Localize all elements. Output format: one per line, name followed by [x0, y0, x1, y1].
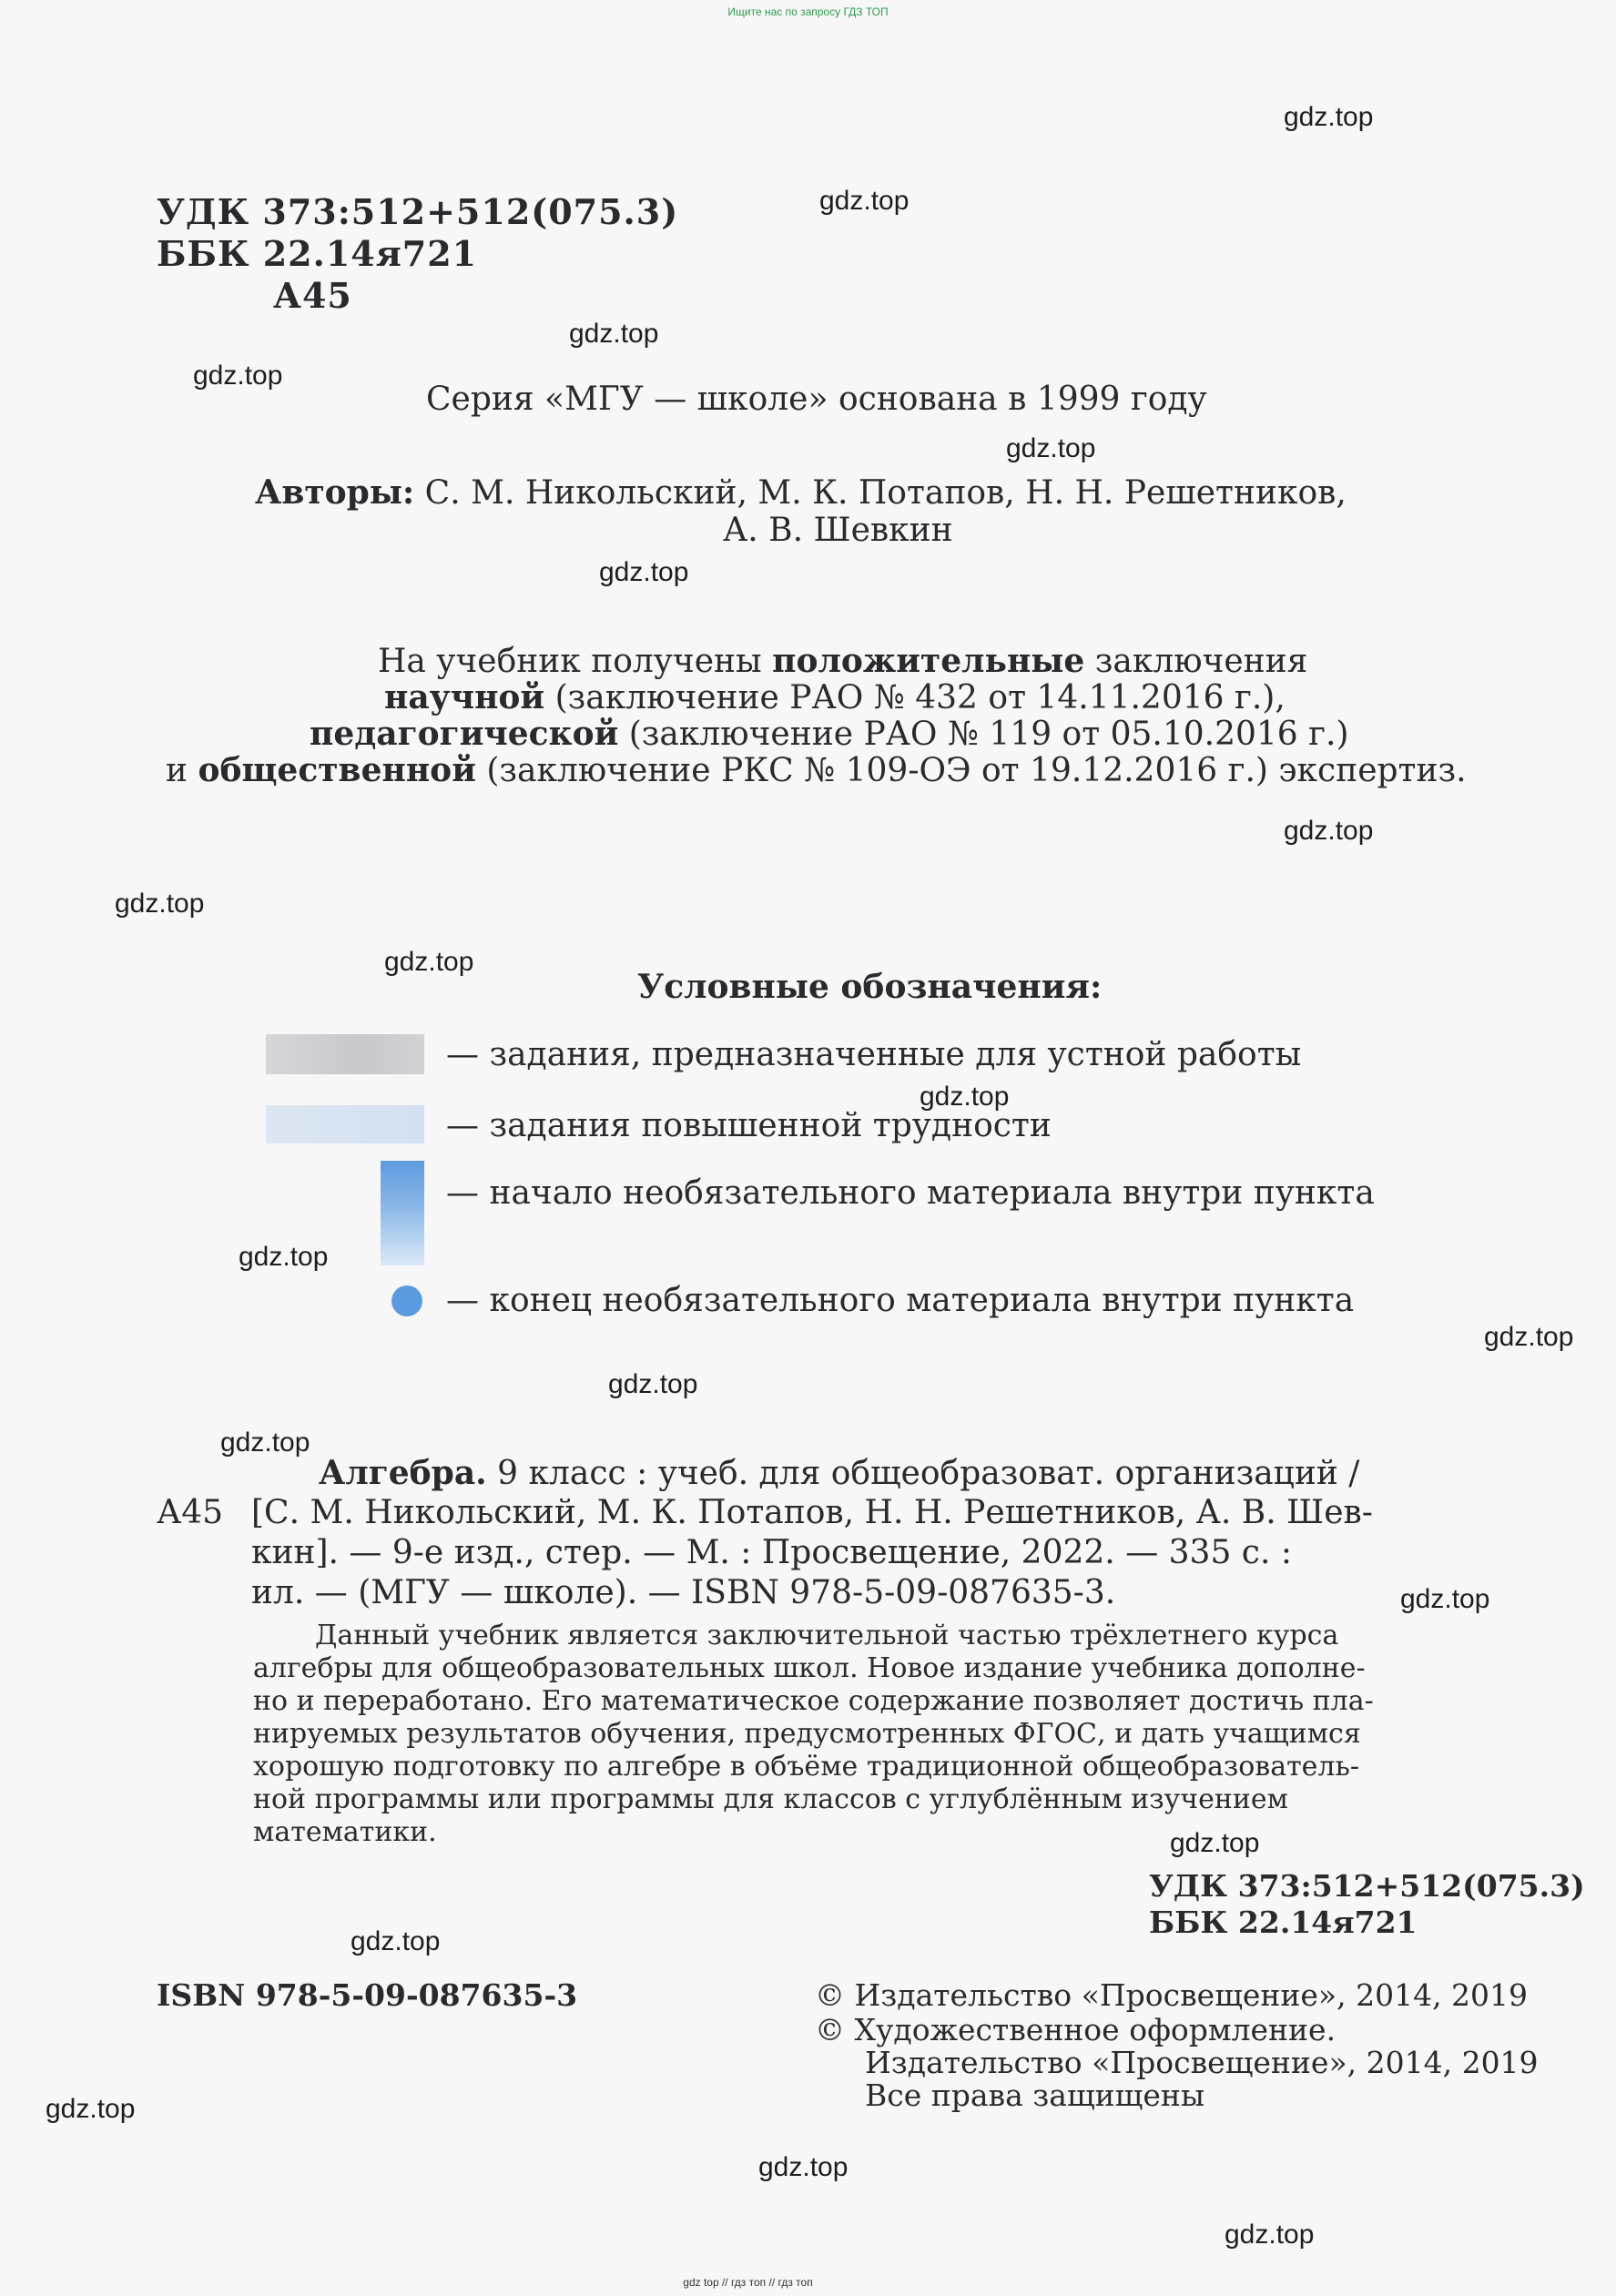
bib-title: Алгебра.	[319, 1454, 487, 1492]
legend-item-hard: — задания повышенной трудности	[446, 1107, 1052, 1144]
watermark: gdz.top	[220, 1427, 310, 1458]
watermark: gdz.top	[1400, 1584, 1490, 1614]
watermark: gdz.top	[819, 186, 910, 216]
watermark: gdz.top	[239, 1242, 329, 1272]
bib-line-4: ил. — (МГУ — школе). — ISBN 978-5-09-087635-3.	[251, 1574, 1116, 1611]
optional-end-dot-icon	[391, 1285, 422, 1316]
bib-line-1	[319, 1454, 1359, 1492]
annotation-line: алгебры для общеобразовательных школ. Новое издание учебника дополне-	[253, 1652, 1366, 1684]
legend-item-oral: — задания, предназначенные для устной работы	[446, 1036, 1302, 1073]
annotation-line: Данный учебник является заключительной частью трёхлетнего курса	[315, 1620, 1339, 1651]
legend-item-start: — начало необязательного материала внутри пункта	[446, 1174, 1375, 1212]
expertise-text: заключения	[1094, 643, 1308, 680]
bib-line-3: кин]. — 9-е изд., стер. — М. : Просвещение, 2022. — 335 с. :	[251, 1534, 1292, 1571]
expertise-positive: положительные	[772, 642, 1085, 680]
watermark: gdz.top	[351, 1926, 441, 1956]
copyright-2: © Художественное оформление.	[815, 2012, 1337, 2047]
expertise-line-3	[310, 715, 1349, 753]
footer-note: gdz top // гдз топ // гдз топ	[683, 2276, 813, 2289]
watermark: gdz.top	[1006, 433, 1096, 463]
expertise-public: общественной	[198, 751, 476, 789]
expertise-line-1	[378, 642, 1307, 680]
annotation-line: математики.	[253, 1816, 437, 1848]
udk-code: УДК 373:512+512(075.3)	[157, 191, 679, 232]
watermark: gdz.top	[1170, 1828, 1260, 1858]
expertise-line-2	[384, 678, 1286, 716]
author-mark-code: А45	[273, 275, 352, 316]
bib-line-2: [С. М. Никольский, М. К. Потапов, Н. Н. Решетников, А. В. Шев-	[251, 1494, 1373, 1531]
watermark: gdz.top	[1484, 1322, 1574, 1352]
copyright-4: Все права защищены	[865, 2078, 1205, 2113]
expertise-text: и	[166, 752, 188, 789]
bbk-code: ББК 22.14я721	[157, 233, 478, 274]
header-note: Ищите нас по запросу ГДЗ ТОП	[727, 5, 889, 18]
watermark: gdz.top	[46, 2094, 136, 2124]
footer-bbk: ББК 22.14я721	[1149, 1905, 1418, 1940]
bib-text: 9 класс : учеб. для общеобразоват. организаций /	[497, 1455, 1360, 1492]
watermark: gdz.top	[384, 947, 474, 977]
watermark: gdz.top	[920, 1082, 1010, 1112]
expertise-text: (заключение РАО № 432 от 14.11.2016 г.),	[554, 679, 1286, 716]
hard-task-marker	[266, 1105, 424, 1143]
annotation-line: ной программы или программы для классов с углублённым изучением	[253, 1783, 1288, 1815]
watermark: gdz.top	[569, 319, 659, 349]
series-note: Серия «МГУ — школе» основана в 1999 году	[426, 381, 1207, 418]
watermark: gdz.top	[1225, 2220, 1315, 2250]
oral-task-marker	[266, 1034, 424, 1074]
optional-start-marker	[381, 1161, 424, 1265]
authors-label: Авторы:	[255, 473, 415, 512]
annotation-line: но и переработано. Его математическое содержание позволяет достичь пла-	[253, 1685, 1374, 1717]
expertise-pedagogical: педагогической	[310, 715, 619, 753]
authors-names-2: А. В. Шевкин	[723, 512, 953, 549]
expertise-text: На учебник получены	[378, 643, 762, 680]
expertise-scientific: научной	[384, 678, 545, 716]
isbn: ISBN 978-5-09-087635-3	[157, 1977, 578, 2013]
legend-item-end: — конец необязательного материала внутри пункта	[446, 1282, 1355, 1319]
expertise-text: (заключение РКС № 109-ОЭ от 19.12.2016 г.) экспертиз.	[486, 752, 1467, 789]
watermark: gdz.top	[599, 557, 689, 587]
watermark: gdz.top	[1284, 816, 1374, 846]
copyright-1: © Издательство «Просвещение», 2014, 2019	[815, 1977, 1529, 2013]
legend-title: Условные обозначения:	[637, 968, 1103, 1006]
expertise-text: (заключение РАО № 119 от 05.10.2016 г.)	[628, 716, 1349, 753]
watermark: gdz.top	[193, 361, 283, 391]
authors-names-1: С. М. Никольский, М. К. Потапов, Н. Н. Решетников,	[424, 474, 1347, 512]
annotation-line: нируемых результатов обучения, предусмотренных ФГОС, и дать учащимся	[253, 1718, 1361, 1750]
watermark: gdz.top	[1284, 102, 1374, 132]
annotation-line: хорошую подготовку по алгебре в объёме традиционной общеобразователь-	[253, 1751, 1359, 1783]
watermark: gdz.top	[115, 889, 205, 919]
watermark: gdz.top	[758, 2152, 849, 2182]
copyright-3: Издательство «Просвещение», 2014, 2019	[865, 2045, 1539, 2080]
expertise-line-4	[166, 751, 1467, 789]
authors-line-1	[255, 473, 1347, 512]
bib-code: А45	[157, 1494, 224, 1531]
watermark: gdz.top	[608, 1369, 698, 1399]
footer-udk: УДК 373:512+512(075.3)	[1149, 1868, 1585, 1904]
